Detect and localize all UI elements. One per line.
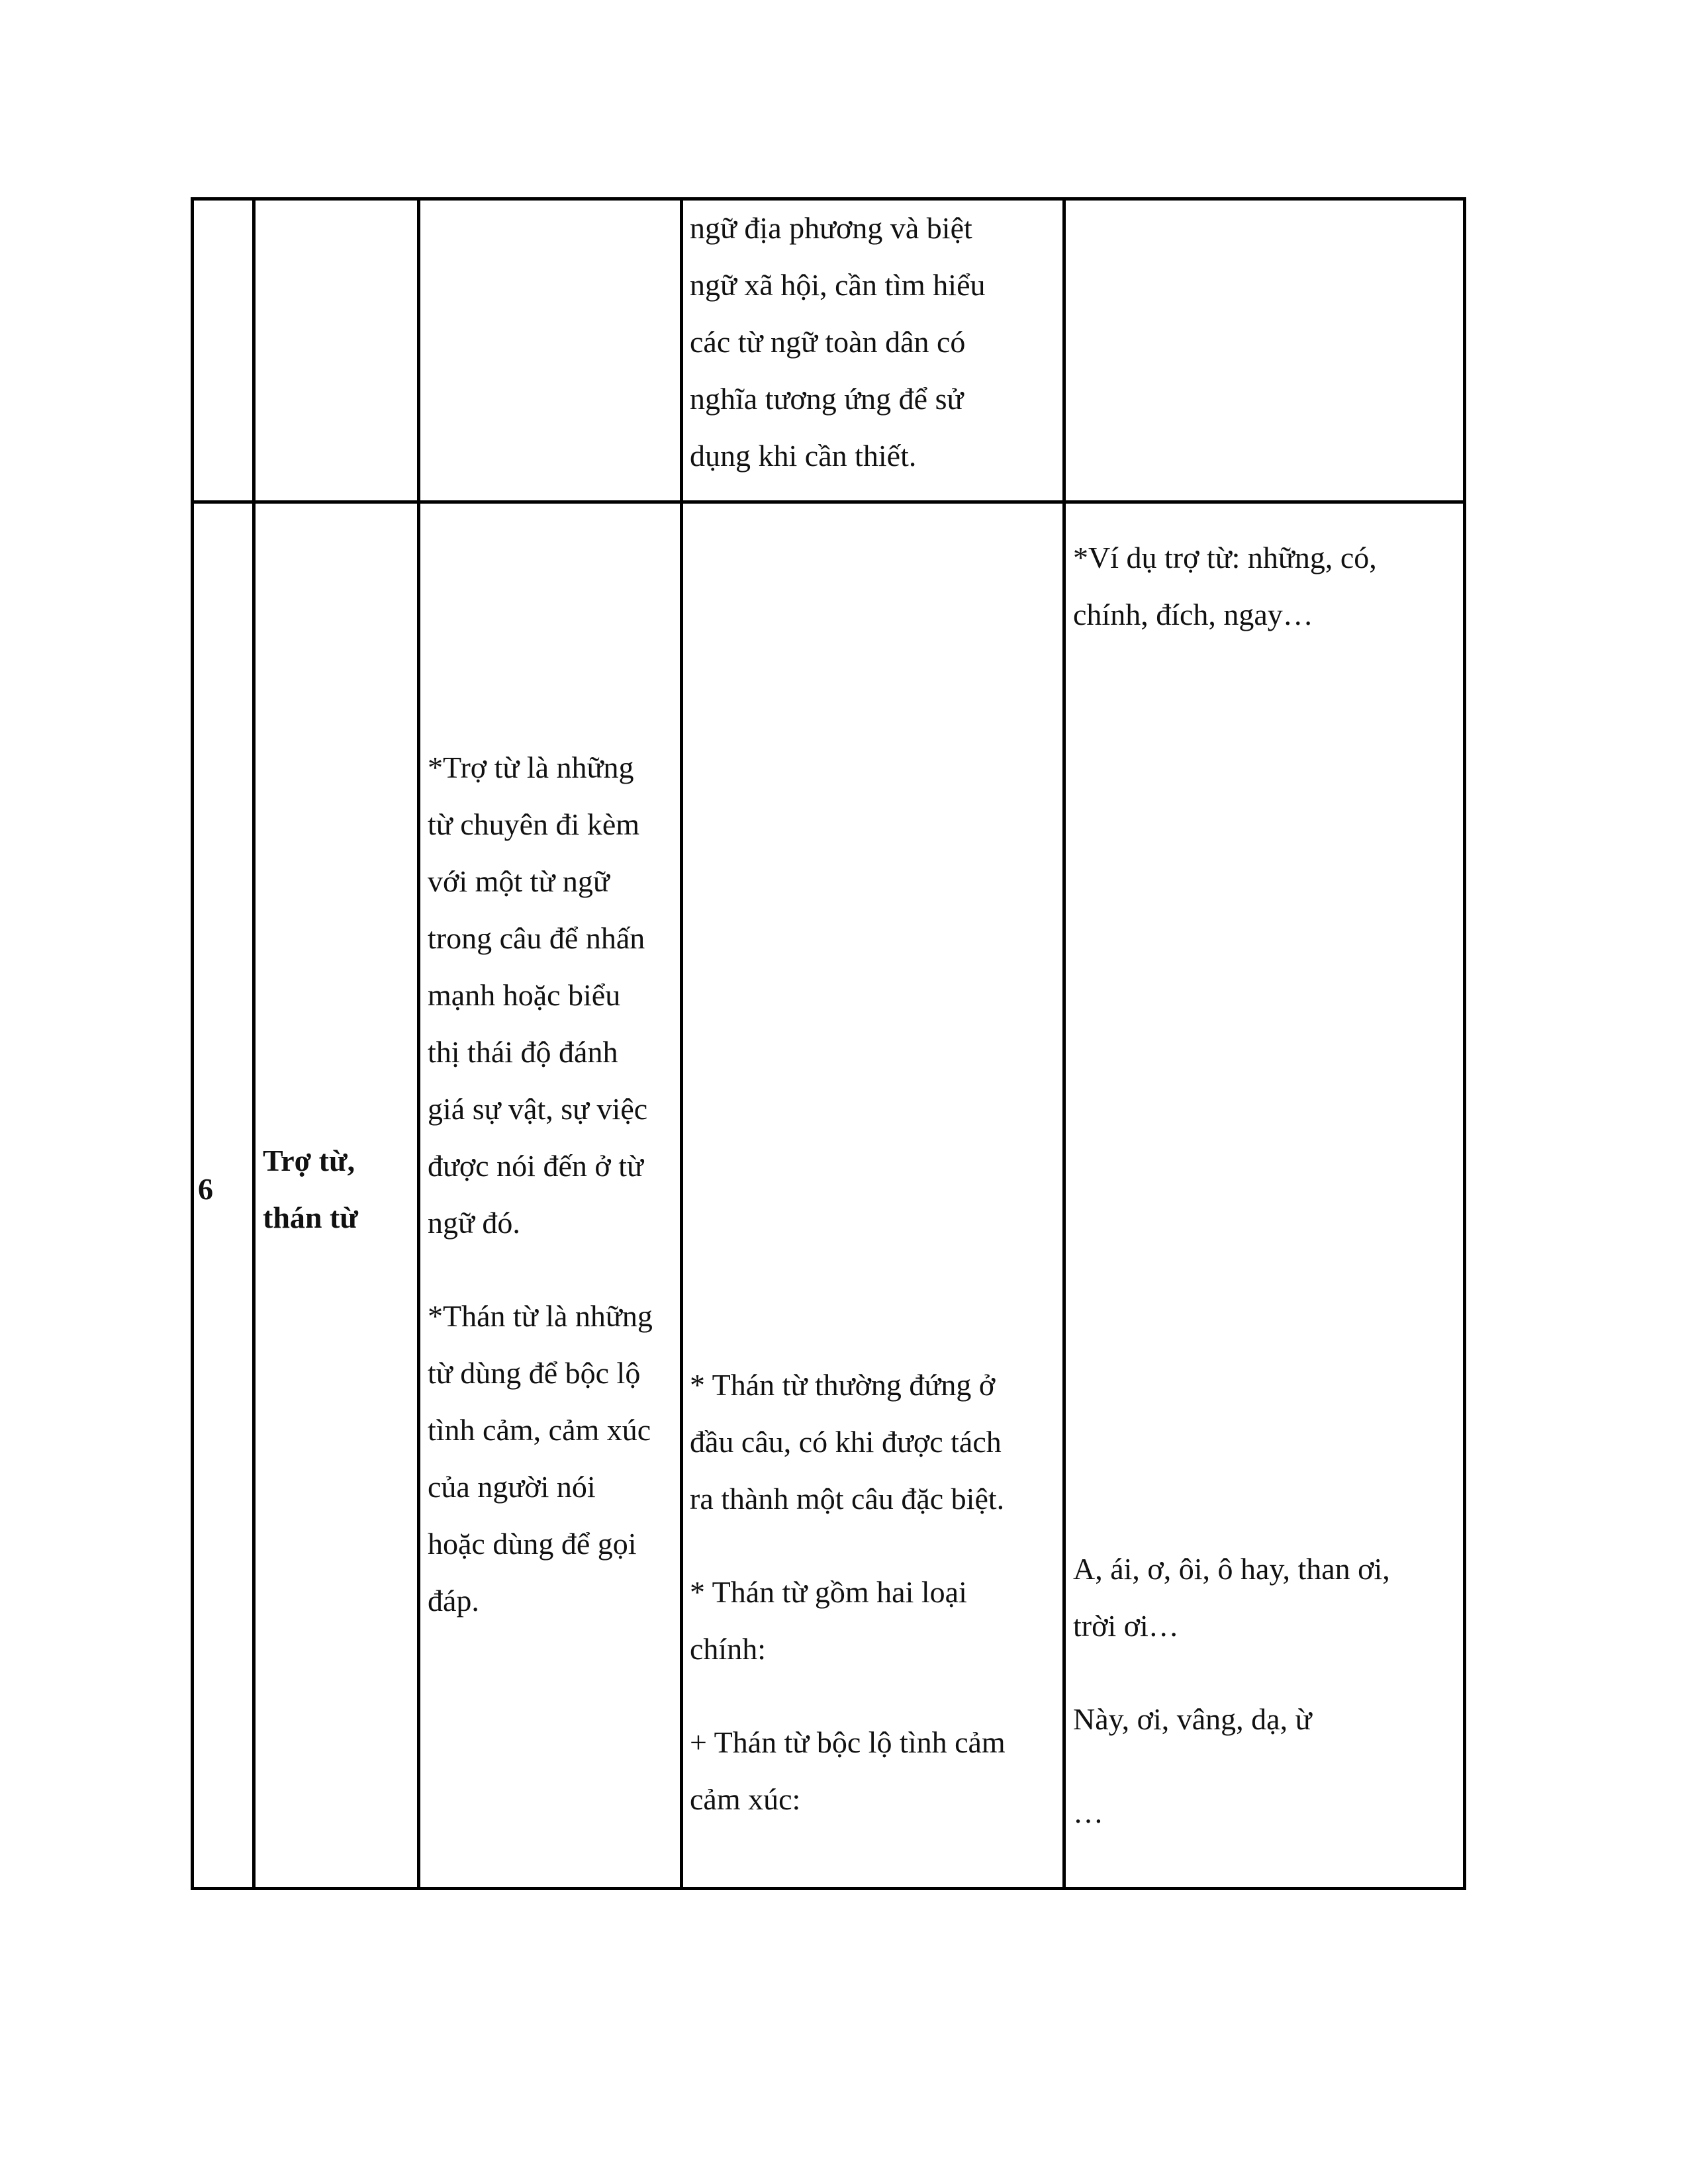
text-line: thị thái độ đánh	[428, 1035, 618, 1069]
text-line: ngữ địa phương và biệt	[690, 211, 972, 245]
table-border-right	[1463, 197, 1466, 1890]
definition-than-tu	[428, 1288, 653, 1629]
text-line: *Ví dụ trợ từ: những, có,	[1073, 541, 1377, 574]
feature-cell	[690, 1357, 1006, 1828]
column-divider-1	[252, 197, 256, 1890]
text-line: Này, ơi, vâng, dạ, ừ	[1073, 1702, 1312, 1736]
text-line: dụng khi cần thiết.	[690, 439, 917, 473]
text-line: mạnh hoặc biểu	[428, 978, 621, 1012]
column-divider-3	[680, 197, 683, 1890]
text-line: nghĩa tương ứng để sử	[690, 382, 964, 416]
example-than-tu	[1073, 1541, 1390, 1841]
text-line: giá sự vật, sự việc	[428, 1092, 648, 1126]
text-line: * Thán từ gồm hai loại	[690, 1575, 967, 1609]
example-tro-tu	[1073, 529, 1377, 643]
row-divider	[191, 500, 1466, 504]
text-line: các từ ngữ toàn dân có	[690, 325, 966, 359]
text-line: từ chuyên đi kèm	[428, 807, 640, 841]
definition-tro-tu	[428, 739, 653, 1251]
text-line: A, ái, ơ, ôi, ô hay, than ơi,	[1073, 1552, 1390, 1586]
text-line: *Trợ từ là những	[428, 751, 634, 784]
continuation-row-col4	[690, 200, 986, 484]
text-line: trời ơi…	[1073, 1609, 1179, 1643]
text-line: đáp.	[428, 1584, 479, 1617]
text-line: * Thán từ thường đứng ở	[690, 1368, 996, 1402]
text-line: từ dùng để bộc lộ	[428, 1356, 641, 1390]
definition-cell	[428, 739, 653, 1629]
row-number: 6	[198, 1172, 213, 1206]
row-title-line: Trợ từ,	[263, 1144, 355, 1177]
text-line: của người nói	[428, 1470, 596, 1504]
text-line: ra thành một câu đặc biệt.	[690, 1482, 1005, 1516]
column-divider-2	[417, 197, 420, 1890]
text-line: chính, đích, ngay…	[1073, 598, 1313, 631]
text-line: cảm xúc:	[690, 1782, 801, 1816]
row-title-line: thán từ	[263, 1201, 358, 1234]
text-line: chính:	[690, 1632, 766, 1666]
text-line: trong câu để nhấn	[428, 921, 645, 955]
column-divider-4	[1062, 197, 1066, 1890]
feature-type-1	[690, 1714, 1006, 1828]
text-line: được nói đến ở từ	[428, 1149, 643, 1183]
row-number-cell	[198, 1161, 213, 1218]
text-line: với một từ ngữ	[428, 864, 610, 898]
text-line: ngữ đó.	[428, 1206, 520, 1240]
row-title-cell	[263, 1132, 358, 1246]
feature-position	[690, 1357, 1006, 1527]
text-line: ngữ xã hội, cần tìm hiểu	[690, 268, 986, 302]
text-line: hoặc dùng để gọi	[428, 1527, 637, 1561]
table-border-bottom	[191, 1887, 1466, 1890]
text-line: tình cảm, cảm xúc	[428, 1413, 651, 1447]
text-line: *Thán từ là những	[428, 1299, 653, 1333]
table-border-left	[191, 197, 194, 1890]
text-line: …	[1073, 1796, 1103, 1829]
text-line: đầu câu, có khi được tách	[690, 1425, 1002, 1459]
text-line: + Thán từ bộc lộ tình cảm	[690, 1725, 1006, 1759]
feature-types	[690, 1564, 1006, 1678]
